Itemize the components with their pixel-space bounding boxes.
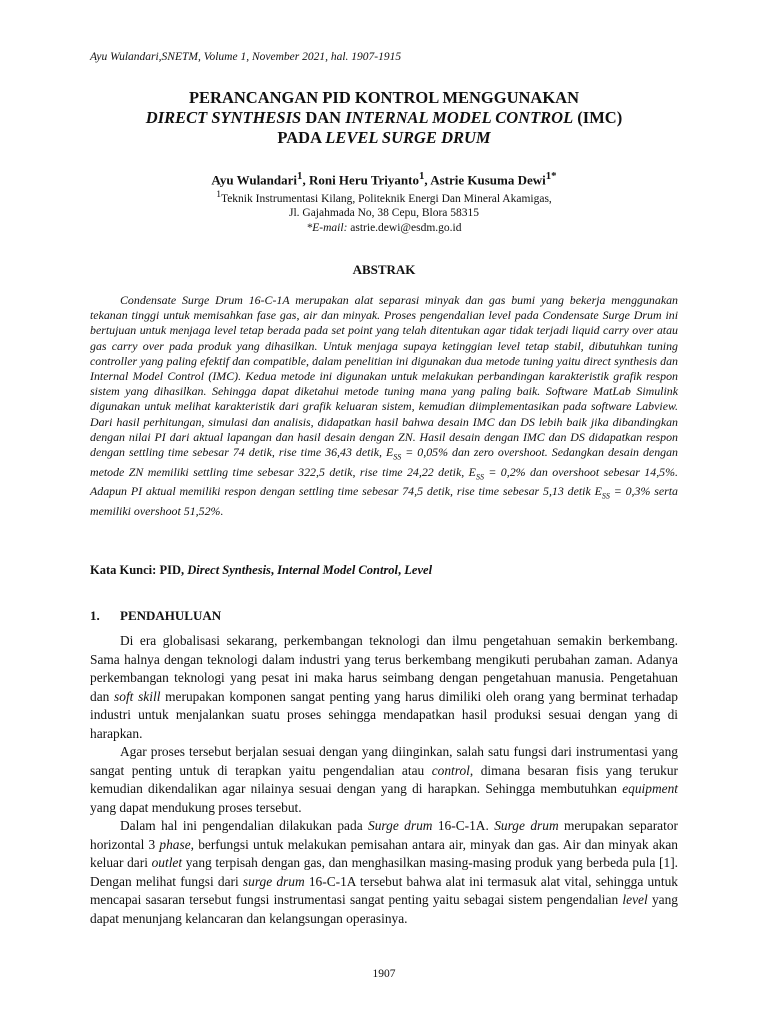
body-text [90,632,678,928]
title-pada: PADA [277,128,326,147]
abstract-part-3: = 0,2% dan overshoot sebesar 14,5%. Adapun PI aktual memiliki respon dengan settling time sebesar 74,5 detik, rise time sebesar 5,13 detik [90,464,678,499]
ess-symbol: $E_{SS}$ [468,464,484,481]
affiliation-email-line [0,221,768,236]
author-3: , Astrie Kusuma Dewi [424,172,546,188]
section-number: 1. [90,608,100,623]
email-address[interactable]: astrie.dewi@esdm.go.id [347,221,462,234]
keyword-imc: Internal Model Control [277,563,399,577]
abstract-part-1: Condensate Surge Drum 16-C-1A merupakan alat separasi minyak dan gas bumi yang bekerja menggunakan tekanan tinggi untuk memisahkan fase gas, air dan minyak. Proses pengendalian level pada Condensate Surge Drum ini bertujuan untuk menjaga level tetap berada pada set point yang telah ditentukan agar tidak terjadi liquid carry over atau gas carry over pada produk yang dihasilkan. Untuk menjaga supaya ketinggian level tetap stabil, dibutuhkan tuning controller yang paling efektif dan compatible, dalam penelitian ini digunakan dua metode tuning yaitu direct synthesis dan Internal Model Control (IMC). Kedua metode ini digunakan untuk melakukan perbandingan karakteristik grafik respon sistem yang dihasilkan. Sehingga dapat diketahui metode tuning mana yang paling baik. Software MatLab Simulink digunakan untuk melihat karakteristik dari grafik keluaran sistem, kemudian diimplementasikan pada software Labview. Dari hasil perhitungan, simulasi dan analisis, didapatkan hasil bahwa desain IMC dan DS lebih baik jika dibandingkan dengan nilai PI dari aktual lapangan dan hasil desain dengan ZN. Hasil desain dengan IMC dan DS didapatkan respon dengan settling time sebesar 74 detik, rise time 36,43 detik, [90,293,678,460]
affiliation-marker: 1 [216,189,221,200]
affiliation-line-1 [0,188,768,206]
running-head: Ayu Wulandari,SNETM, Volume 1, November 2021, hal. 1907-1915 [90,51,402,63]
body-paragraph: Di era globalisasi sekarang, perkembangan teknologi dan ilmu pengetahuan semakin berkembang. Sama halnya dengan teknologi dalam industri yang terus berkembang mengikuti perubahan zaman. Adanya perkembangan teknologi yang pesat ini maka harus seimbang dengan pengetahuan manusia. Pengetahuan dan soft skill merupakan komponen sangat penting yang harus dimiliki oleh orang yang berminat terhadap industri untuk menjalankan suatu proses sehingga mendapatkan hasil produksi sesuai dengan yang di harapkan. [90,633,678,741]
title-line-3 [0,128,768,148]
author-1-affil: 1 [297,170,303,182]
author-2: , Roni Heru Triyanto [302,172,419,188]
title-level-surge-drum: LEVEL SURGE DRUM [325,128,491,147]
page-number: 1907 [372,968,396,980]
email-label: *E-mail: [306,221,348,234]
affiliation-address: Jl. Gajahmada No, 38 Cepu, Blora 58315 [288,207,480,220]
abstract-text [90,293,678,519]
keyword-level: Level [404,563,433,577]
body-paragraph: Dalam hal ini pengendalian dilakukan pada Surge drum 16-C-1A. Surge drum merupakan separator horizontal 3 phase, berfungsi untuk melakukan pemisahan antara air, minyak dan gas. Air dan minyak akan keluar dari outlet yang terpisah dengan gas, dan menghasilkan masing-masing produk yang berbeda pula [1]. Dengan melihat fungsi dari surge drum 16-C-1A tersebut bahwa alat ini termasuk alat vital, sehingga untuk mencapai sasaran tersebut fungsi instrumentasi sangat penting yaitu sebagai sistem pengendalian level yang dapat menunjang kelancaran dan kelangsungan operasinya. [90,818,678,926]
ess-symbol: $E_{SS}$ [594,484,610,501]
abstract-heading: ABSTRAK [352,262,416,277]
abstract-part-4: = 0,3% serta memiliki overshoot 51,52%. [90,484,678,518]
ess-symbol: $E_{SS}$ [385,445,402,462]
paper-title [0,88,768,148]
author-2-affil: 1 [418,170,425,182]
keywords-label: Kata Kunci: PID, [90,563,188,577]
title-line-1: PERANCANGAN PID KONTROL MENGGUNAKAN [188,88,580,107]
title-dan: DAN [301,108,346,127]
section-title: PENDAHULUAN [120,608,222,623]
keyword-direct-synthesis: Direct Synthesis [187,563,271,577]
author-list [0,170,768,188]
affiliation [0,188,768,235]
title-line-2 [0,108,768,128]
author-1: Ayu Wulandari [211,172,298,188]
affiliation-institution: Teknik Instrumentasi Kilang, Politeknik Energi Dan Mineral Akamigas, [220,192,552,205]
body-paragraph: Agar proses tersebut berjalan sesuai dengan yang diinginkan, salah satu fungsi dari instrumentasi yang sangat penting untuk di terapkan yaitu pengendalian atau control, dimana besaran fisis yang terukur kemudian dikendalikan agar nilainya sesuai dengan yang di harapkan. Sehingga membutuhkan equipment yang dapat mendukung proses tersebut. [90,744,678,815]
title-imc-abbr: (IMC) [573,108,623,127]
title-direct-synthesis: DIRECT SYNTHESIS [145,108,302,127]
title-imc: INTERNAL MODEL CONTROL [345,108,574,127]
abstract-part-2: = 0,05% dan zero overshoot. Sedangkan desain dengan metode ZN memiliki settling time sebesar 322,5 detik, rise time 24,22 detik, [90,445,678,479]
section-heading [90,608,221,624]
author-3-affil: 1* [545,170,557,182]
keywords: Kata Kunci: PID, Direct Synthesis, Internal Model Control, Level [90,563,433,577]
